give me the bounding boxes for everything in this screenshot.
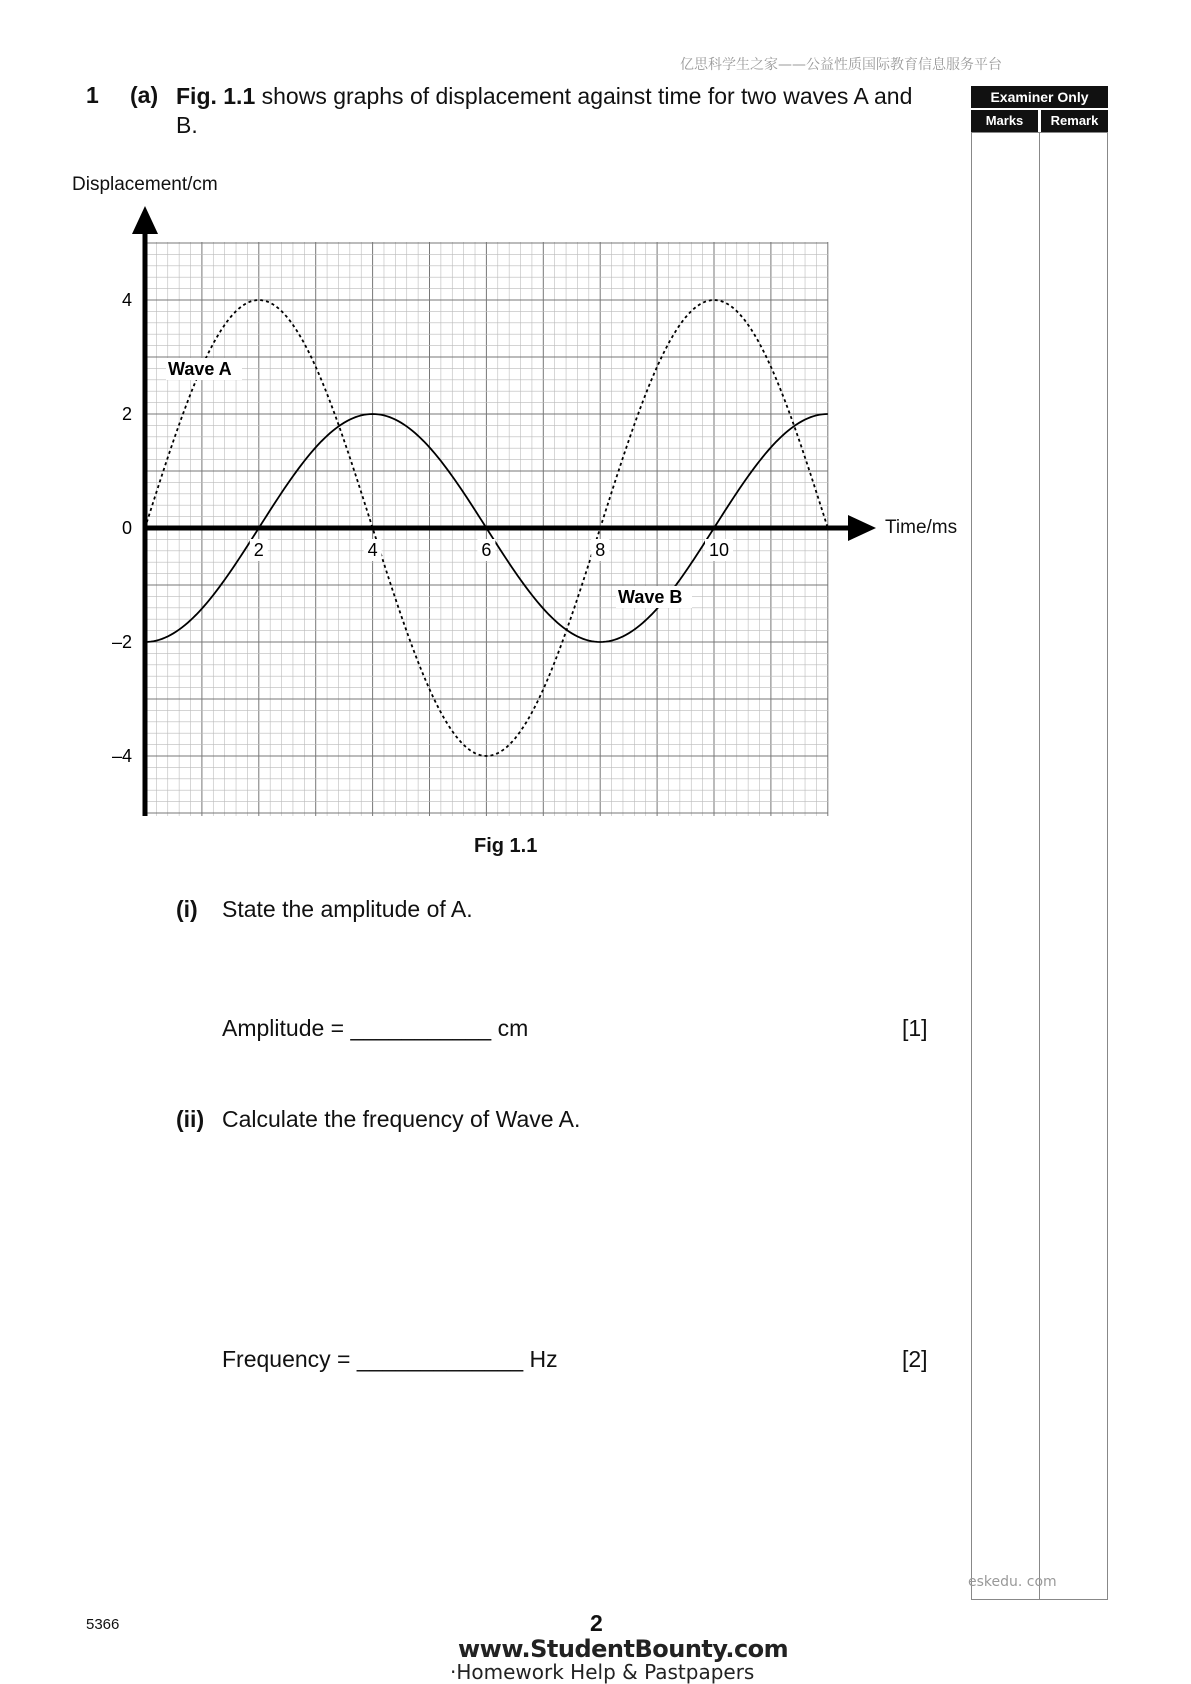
y-tick-label: 2 (121, 404, 132, 424)
wave-b-label: Wave B (618, 587, 683, 607)
x-tick-label: 4 (367, 540, 378, 560)
page-number: 2 (590, 1610, 603, 1636)
marks-allocation-i: [1] (902, 1015, 928, 1041)
amplitude-answer-line[interactable]: Amplitude = ___________ cm (222, 1015, 529, 1041)
marks-header: Marks (971, 110, 1038, 132)
y-tick-label: –4 (111, 746, 132, 766)
subquestion-ii-text: Calculate the frequency of Wave A. (222, 1106, 581, 1132)
x-tick-label: 2 (253, 540, 264, 560)
question-part: (a) (130, 82, 159, 108)
y-axis-arrow (132, 206, 158, 234)
studentbounty-logo-line2: ·Homework Help & Pastpapers (450, 1660, 755, 1684)
x-axis-arrow (848, 515, 876, 541)
y-tick-label: 4 (121, 290, 132, 310)
studentbounty-logo-line1: www.StudentBounty.com (458, 1635, 789, 1663)
examiner-only-title: Examiner Only (971, 86, 1108, 108)
remark-header: Remark (1041, 110, 1108, 132)
x-tick-label: 8 (595, 540, 606, 560)
subquestion-i-label: (i) (176, 896, 198, 922)
subquestion-i-text: State the amplitude of A. (222, 896, 473, 922)
x-tick-label: 6 (481, 540, 492, 560)
question-number: 1 (86, 82, 99, 108)
header-watermark: 亿思科学生之家——公益性质国际教育信息服务平台 (680, 57, 1002, 73)
figure-reference: Fig. 1.1 (176, 83, 256, 109)
x-tick-label: 10 (708, 540, 730, 560)
y-tick-label: –2 (111, 632, 132, 652)
y-axis-label: Displacement/cm (72, 174, 218, 195)
site-watermark: eskedu. com (968, 1574, 1057, 1590)
marks-allocation-ii: [2] (902, 1346, 928, 1372)
frequency-answer-line[interactable]: Frequency = _____________ Hz (222, 1346, 558, 1372)
subquestion-ii-label: (ii) (176, 1106, 205, 1132)
chart-axes (132, 206, 876, 816)
x-axis-label: Time/ms (885, 517, 958, 538)
paper-code: 5366 (86, 1616, 120, 1633)
question-text-rest: shows graphs of displacement against time for two waves A and B. (176, 83, 913, 138)
wave-a-label: Wave A (168, 359, 232, 379)
y-tick-label: 0 (121, 518, 132, 538)
figure-caption: Fig 1.1 (474, 835, 538, 857)
